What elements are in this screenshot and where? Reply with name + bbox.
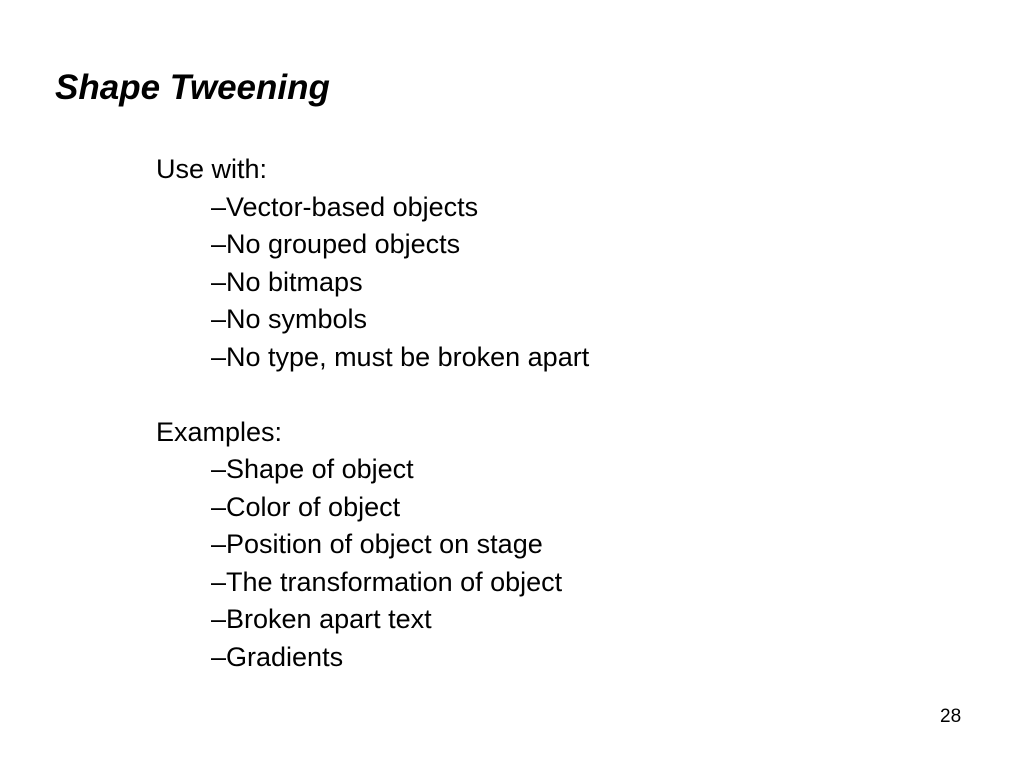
examples-section [156,414,589,677]
bullet-item: –Vector-based objects [211,191,479,222]
bullet-list [156,451,589,676]
slide-title: Shape Tweening [55,68,330,107]
bullet-item: –No symbols [211,304,368,334]
bullet-item: –Shape of object [211,454,414,484]
bullet-item: –Broken apart text [211,604,432,634]
bullet-item: –No type, must be broken apart [211,341,590,372]
use-with-section [156,151,589,376]
section-heading: Use with: [156,154,268,184]
bullet-item: –The transformation of object [211,566,563,597]
bullet-item: –Color of object [211,491,401,522]
bullet-item: –Gradients [211,641,344,672]
page-number: 28 [940,706,962,727]
bullet-item: –Position of object on stage [211,529,543,559]
bullet-list [156,189,589,377]
bullet-item: –No bitmaps [211,266,363,297]
section-heading: Examples: [156,416,283,447]
bullet-item: –No grouped objects [211,229,461,259]
slide-content [156,151,589,676]
